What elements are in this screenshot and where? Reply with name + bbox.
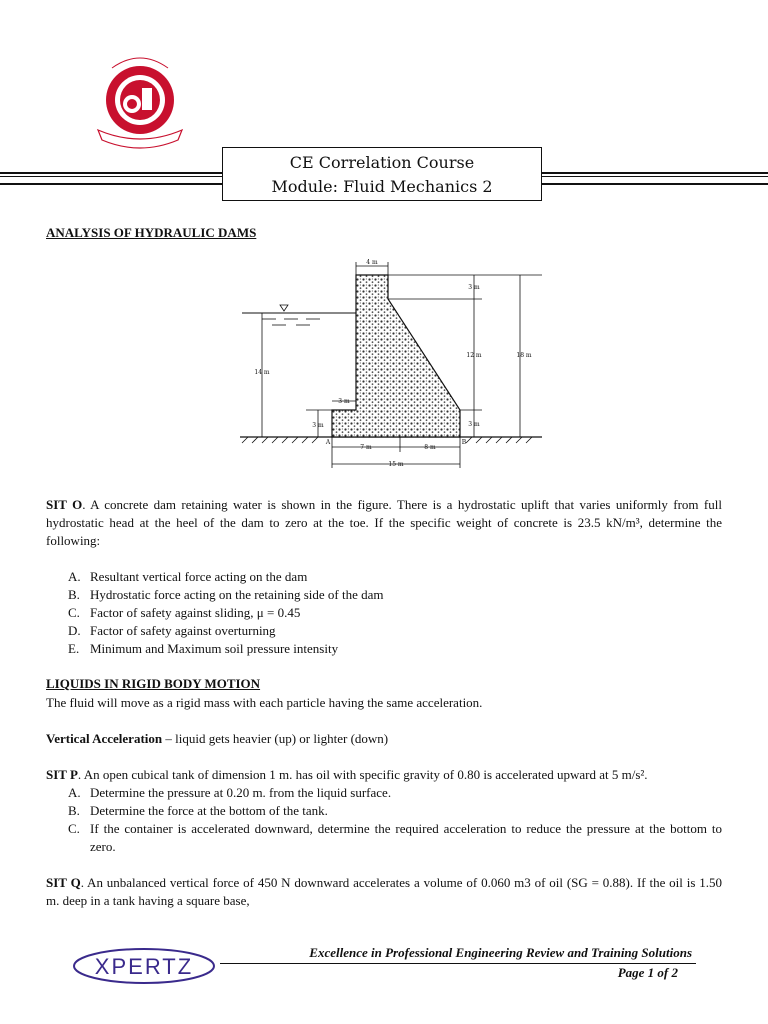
list-item: C. If the container is accelerated downward, determine the required acceleration to reduce the pressure at the bottom to zero. [68,821,722,854]
dim-top-width: 4 m [366,259,378,266]
footer-tagline: Excellence in Professional Engineering Review and Training Solutions [309,945,692,960]
vertical-acceleration-text: – liquid gets heavier (up) or lighter (down) [162,731,389,746]
sit-o-list [68,568,722,658]
sit-q-paragraph [46,874,722,910]
sit-q-label: SIT Q [46,875,81,890]
course-title: CE Correlation Course [289,153,475,172]
header-rule-left [0,172,222,185]
section-heading-dams: ANALYSIS OF HYDRAULIC DAMS [46,225,257,240]
header-rule-right [542,172,768,185]
dim-total-height: 18 m [516,352,532,359]
sit-o-label: SIT O [46,497,83,512]
list-item: C. Factor of safety against sliding, μ = 0.45 [68,605,301,620]
list-item: A. Determine the pressure at 0.20 m. from the liquid surface. [68,785,392,800]
dam-figure [236,254,546,472]
point-a-label: A [325,439,331,446]
vertical-acceleration-line [46,730,722,748]
sit-o-text: . A concrete dam retaining water is shown in the figure. There is a hydrostatic uplift that varies uniformly from full hydrostatic head at the heel of the dam to zero at the toe. If the specific weight of concrete is 23.5 kN/m³, determine the following: [46,497,722,548]
dim-water-depth: 14 m [254,369,270,376]
brand-text: XPERTZ [94,954,194,979]
page-number: Page 1 of 2 [617,965,678,980]
module-title: Module: Fluid Mechanics 2 [271,177,493,196]
dim-slope-height: 12 m [466,352,482,359]
dim-slope-base: 8 m [424,444,436,451]
title-box [222,147,542,201]
university-seal-icon [90,52,190,152]
list-item: E. Minimum and Maximum soil pressure intensity [68,641,339,656]
vertical-acceleration-label: Vertical Acceleration [46,731,163,746]
xpertz-logo-icon [72,946,220,986]
sit-q-text: . An unbalanced vertical force of 450 N downward accelerates a volume of 0.060 m3 of oil (SG = 0.88). If the oil is 1.50 m. deep in a tank having a square base, [46,875,722,908]
sit-o-paragraph [46,496,722,550]
sit-p-label: SIT P [46,767,78,782]
dim-crest-height: 3 m [468,284,480,291]
list-item: A. Resultant vertical force acting on the dam [68,569,308,584]
list-item: B. Hydrostatic force acting on the retaining side of the dam [68,587,384,602]
rigid-body-intro: The fluid will move as a rigid mass with each particle having the same acceleration. [46,695,483,710]
dim-step-width: 3 m [338,398,350,405]
point-b-label: B [461,439,467,446]
list-item: B. Determine the force at the bottom of the tank. [68,803,328,818]
sit-p-text: . An open cubical tank of dimension 1 m. has oil with specific gravity of 0.80 is accelerated upward at 5 m/s². [77,767,648,782]
sit-p-paragraph [46,766,722,784]
list-item: D. Factor of safety against overturning [68,623,276,638]
dim-base-total: 15 m [388,461,404,468]
dim-toe-height: 3 m [468,421,480,428]
dim-heel-width: 7 m [360,444,372,451]
dim-step-height: 3 m [312,422,324,429]
footer-rule [220,963,696,964]
sit-p-list [68,784,722,856]
section-heading-rigid-body: LIQUIDS IN RIGID BODY MOTION [46,676,261,691]
